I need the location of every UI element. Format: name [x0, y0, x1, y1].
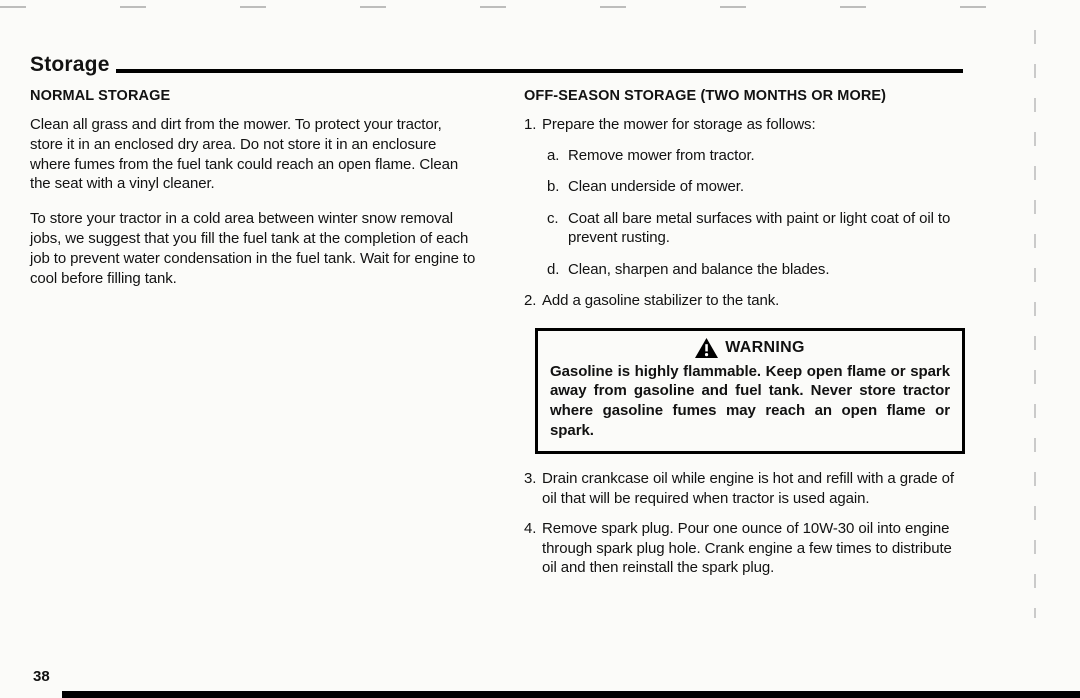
list-sub-item [547, 209, 965, 248]
warning-box [535, 328, 965, 455]
off-season-storage-column [524, 88, 965, 589]
list-item-text: Remove spark plug. Pour one ounce of 10W-30 oil into engine through spark plug hole. Crank engine a few times to distribute oil and then reinstall the spark plug. [542, 520, 952, 577]
list-item [524, 469, 965, 508]
page-body [30, 88, 965, 589]
list-sub-item [547, 177, 965, 197]
list-item-number: 2. [524, 292, 537, 309]
list-item [524, 519, 965, 578]
list-item-text: Add a gasoline stabilizer to the tank. [542, 292, 780, 309]
warning-triangle-icon [695, 338, 718, 358]
off-season-storage-heading: OFF-SEASON STORAGE (TWO MONTHS OR MORE) [524, 88, 887, 104]
list-item-text: Coat all bare metal surfaces with paint or light coat of oil to prevent rusting. [568, 209, 951, 246]
list-item-letter: b. [547, 178, 560, 195]
scan-artifact-bottom-bar [62, 691, 1080, 698]
normal-storage-heading: NORMAL STORAGE [30, 88, 171, 104]
paragraph: Clean all grass and dirt from the mower. To protect your tractor, store it in an enclosed dry area. Do not store it in an enclosure where fumes from the fuel tank could reach an open flame. Clean the seat with a vinyl cleaner. [30, 116, 459, 193]
scan-artifact-right-dashes [1034, 30, 1036, 618]
list-item-number: 1. [524, 116, 537, 133]
list-sub-item [547, 260, 965, 280]
warning-title-row [550, 338, 950, 358]
normal-storage-column [30, 88, 478, 589]
list-item [524, 291, 965, 311]
list-item-text: Clean underside of mower. [568, 178, 744, 195]
list-item-text: Remove mower from tractor. [568, 146, 755, 164]
page-number: 38 [33, 668, 50, 685]
scan-artifact-top-dashes [0, 6, 1080, 8]
warning-title: WARNING [725, 338, 805, 356]
list-item-text: Clean, sharpen and balance the blades. [568, 260, 830, 278]
list-item-letter: a. [547, 146, 560, 164]
section-header [30, 54, 963, 77]
list-item-number: 4. [524, 520, 537, 538]
list-item-text: Drain crankcase oil while engine is hot and refill with a grade of oil that will be required when tractor is used again. [542, 470, 954, 507]
list-item-number: 3. [524, 470, 537, 488]
list-item-letter: d. [547, 260, 560, 278]
list-item-text: Prepare the mower for storage as follows: [542, 116, 816, 133]
list-sub-item [547, 146, 965, 166]
warning-body-text: Gasoline is highly flammable. Keep open flame or spark away from gasoline and fuel tank. Never store tractor where gasoline fumes may reach an open flame or spark. [550, 362, 950, 440]
list-item-letter: c. [547, 209, 559, 227]
list-item [524, 115, 965, 135]
paragraph: To store your tractor in a cold area between winter snow removal jobs, we suggest that you fill the fuel tank at the completion of each job to prevent water condensation in the fuel tank. Wait for engine to cool before filling tank. [30, 210, 476, 287]
section-title: Storage [30, 53, 110, 76]
title-rule [116, 69, 963, 73]
